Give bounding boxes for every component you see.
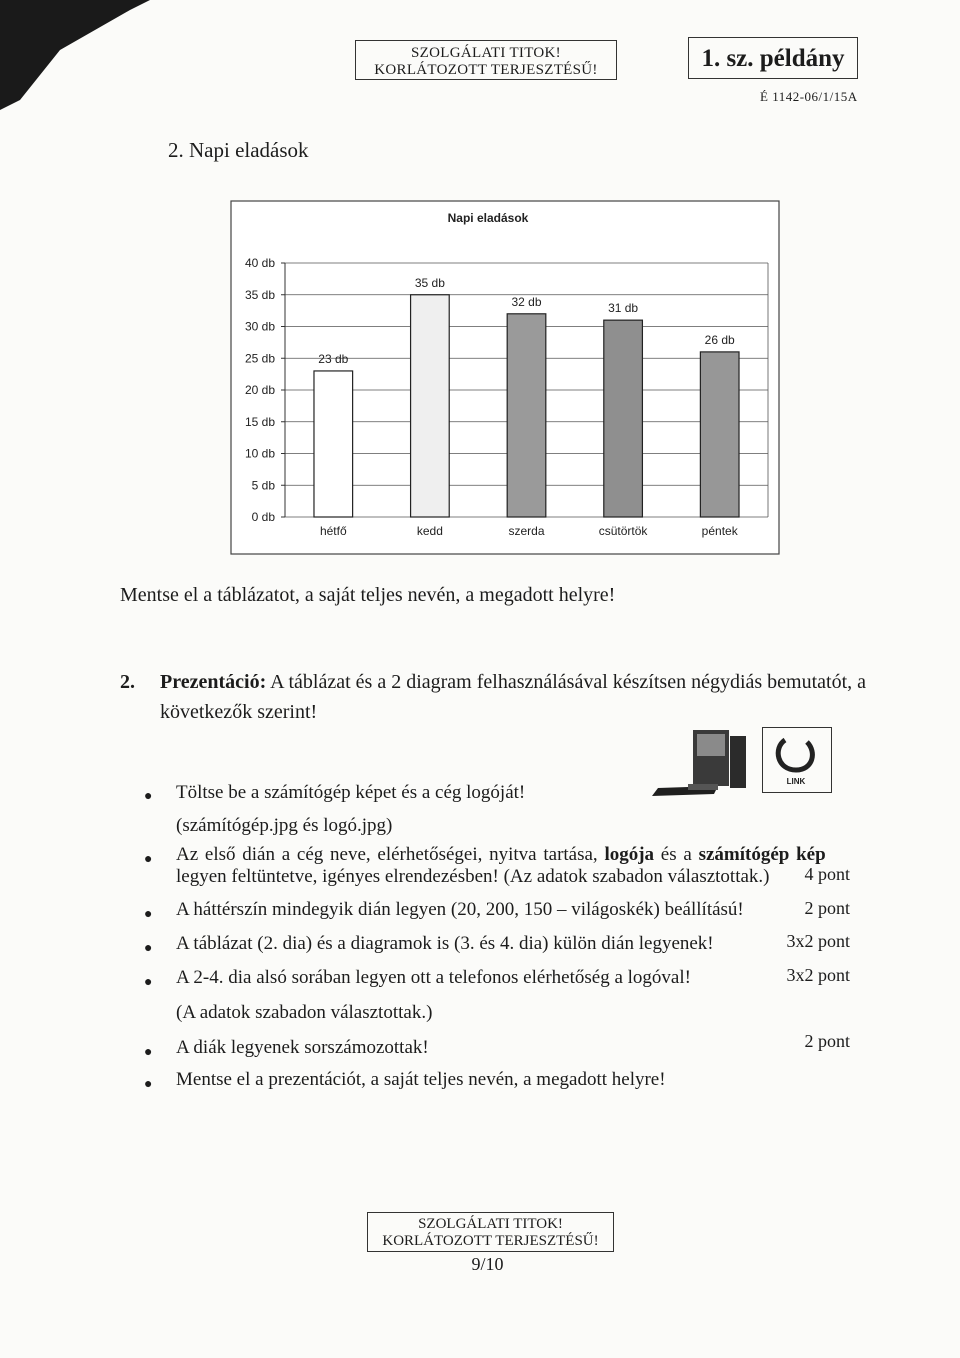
y-tick-label: 5 db <box>251 478 275 493</box>
logo-text: LINK <box>786 777 806 786</box>
list-item-bold-b: számítógép kép <box>698 844 826 865</box>
x-tick-label: péntek <box>701 524 738 538</box>
bar-value-label: 26 db <box>704 332 735 347</box>
bar-kedd <box>411 295 450 517</box>
list-item-bold-a: logója <box>604 844 655 865</box>
copy-number-box: 1. sz. példány <box>688 37 858 79</box>
x-tick-label: szerda <box>508 524 545 538</box>
chart-svg <box>230 200 780 555</box>
chart-frame <box>231 201 779 554</box>
y-tick-label: 25 db <box>244 351 275 366</box>
link-logo-icon <box>763 728 830 791</box>
computer-image <box>648 728 753 803</box>
bar-szerda <box>507 314 546 517</box>
task-intro-line1 <box>160 671 866 694</box>
list-item <box>176 844 856 866</box>
classification-line2: KORLÁTOZOTT TERJESZTÉSŰ! <box>374 62 598 78</box>
bar-value-label: 32 db <box>511 294 542 309</box>
task-heading: Prezentáció: <box>160 671 267 693</box>
footer-classification-line2: KORLÁTOZOTT TERJESZTÉSŰ! <box>382 1233 599 1249</box>
bar-chart <box>230 200 780 555</box>
scan-corner-mark <box>0 0 150 110</box>
y-tick-label: 40 db <box>244 256 275 270</box>
y-tick-label: 30 db <box>244 319 275 334</box>
classification-line1: SZOLGÁLATI TITOK! <box>411 45 561 61</box>
footer-classification-box <box>367 1212 614 1252</box>
list-item-text-a: Az első dián a cég neve, elérhetőségei, nyitva tartása, <box>176 844 598 865</box>
classification-box <box>355 40 617 80</box>
bar-value-label: 35 db <box>414 275 445 290</box>
footer-classification-line1: SZOLGÁLATI TITOK! <box>418 1216 563 1232</box>
list-item: Mentse el a prezentációt, a saját teljes nevén, a megadott helyre! <box>176 1069 666 1090</box>
document-code: É 1142-06/1/15A <box>760 89 858 104</box>
bar-péntek <box>700 352 739 517</box>
bar-hétfő <box>314 371 353 517</box>
section-title: 2. Napi eladások <box>168 138 309 162</box>
save-table-note: Mentse el a táblázatot, a saját teljes nevén, a megadott helyre! <box>120 584 616 606</box>
list-item-line2: legyen feltüntetve, igényes elrendezésben! (Az adatok szabadon választottak.) <box>176 866 770 887</box>
bar-value-label: 23 db <box>318 351 349 366</box>
company-logo <box>762 727 832 793</box>
x-tick-label: csütörtök <box>598 524 648 538</box>
list-item-sub: (A adatok szabadon választottak.) <box>176 1002 433 1023</box>
x-tick-label: kedd <box>416 524 443 538</box>
list-item: A 2-4. dia alsó sorában legyen ott a telefonos elérhetőség a logóval! <box>176 967 691 988</box>
points-label: 2 pont <box>804 1031 850 1051</box>
x-tick-label: hétfő <box>319 524 347 538</box>
points-label: 3x2 pont <box>786 931 850 951</box>
page-number: 9/10 <box>471 1254 504 1274</box>
task-text-line1: A táblázat és a 2 diagram felhasználásával készítsen négydiás bemutatót, a <box>270 671 867 693</box>
y-tick-label: 35 db <box>244 287 275 302</box>
task-number: 2. <box>120 671 135 693</box>
points-label: 2 pont <box>804 898 850 918</box>
points-label: 4 pont <box>804 864 850 884</box>
bar-csütörtök <box>604 320 643 517</box>
y-tick-label: 15 db <box>244 414 275 429</box>
chart-title: Napi eladások <box>447 211 529 225</box>
list-item: A háttérszín mindegyik dián legyen (20, 200, 150 – világoskék) beállítású! <box>176 899 744 920</box>
y-tick-label: 0 db <box>251 510 275 524</box>
y-tick-label: 20 db <box>244 383 275 397</box>
list-item: A táblázat (2. dia) és a diagramok is (3. és 4. dia) külön dián legyenek! <box>176 933 714 954</box>
list-item: A diák legyenek sorszámozottak! <box>176 1037 429 1058</box>
list-item: Töltse be a számítógép képet és a cég logóját! <box>176 782 526 803</box>
task-text-line2: következők szerint! <box>160 701 318 723</box>
bar-value-label: 31 db <box>608 301 639 316</box>
list-item-sub: (számítógép.jpg és logó.jpg) <box>176 815 393 836</box>
points-label: 3x2 pont <box>786 965 850 985</box>
y-tick-label: 10 db <box>244 446 275 461</box>
list-item-text-b: és a <box>660 844 692 865</box>
